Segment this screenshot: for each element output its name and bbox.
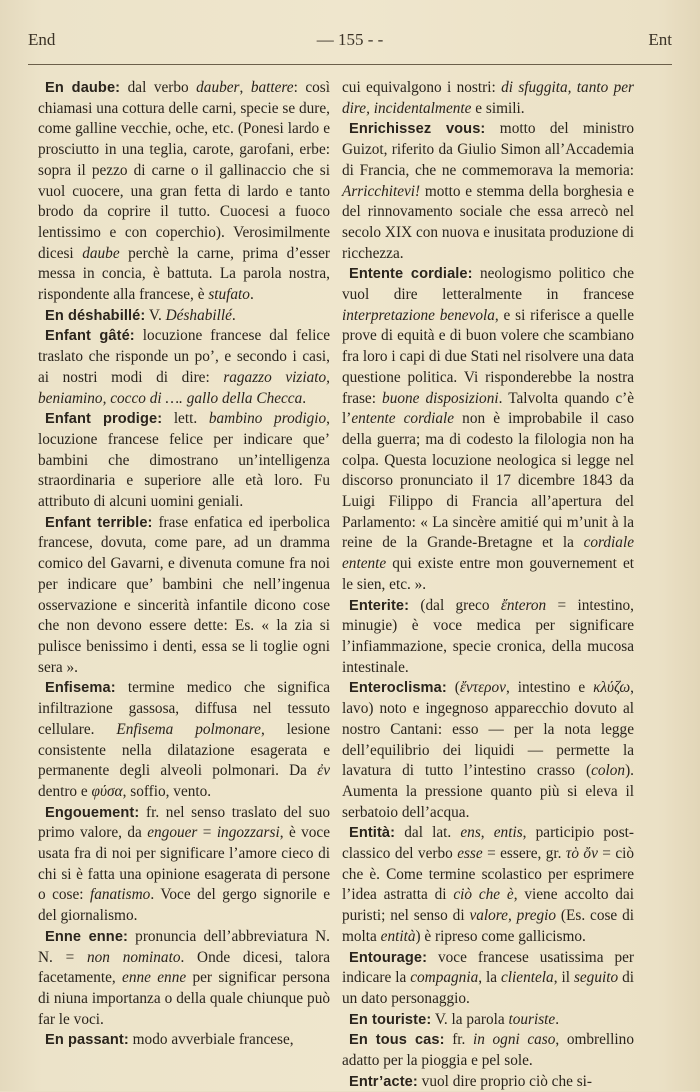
dictionary-entry <box>38 1030 330 1051</box>
entry-italic-text: daube <box>82 244 120 262</box>
entry-text: locuzione francese dal felice traslato che risponde un po’, e secondo i casi, ai nostri modi di dire: <box>38 327 330 386</box>
entry-text: frase enfatica ed iperbolica francese, dovuta, come pare, ad un dramma comico del Gavarni, e divenuta comune fra noi per indicare que’ bambini che nell’ingenua osservazione e sincerità infantile dicono cose che non devono essere dette: Es. « la zia si pulisce benissimo i denti, essa se li toglie ogni sera ». <box>38 513 331 676</box>
entry-headword: Enfant gâté: <box>45 328 135 345</box>
entry-text: . Onde dicesi, talora facetamente, <box>38 948 330 987</box>
entry-text: . Voce del gergo signorile e del giornalismo. <box>38 886 330 925</box>
entry-italic-text: φύσα <box>91 782 123 800</box>
entry-text: ) è ripreso come gallicismo. <box>415 927 586 945</box>
entry-text: e simili. <box>471 99 525 117</box>
entry-headword: Entourage: <box>349 949 428 966</box>
entry-text: , la <box>478 969 502 987</box>
entry-italic-text: in ogni caso <box>473 1031 556 1049</box>
dictionary-entry <box>38 678 330 802</box>
entry-italic-text: ἔντερον <box>459 679 506 697</box>
entry-text: . <box>555 1010 560 1028</box>
entry-italic-text: fanatismo <box>89 886 151 904</box>
entry-italic-text: touriste <box>508 1010 556 1028</box>
entry-italic-text: κλύζω <box>593 679 631 697</box>
right-column <box>342 78 634 1092</box>
entry-headword: Enfant prodige: <box>45 411 163 428</box>
entry-text: dal lat. <box>395 824 461 842</box>
running-header <box>28 30 672 54</box>
dictionary-entry <box>342 1030 634 1071</box>
entry-text: non è improbabile il caso della guerra; ma di codesto la filologia non ha colpa. Questa locuzione neologica si legge nel discorso pronunciato il 17 dicembre 1843 da Luigi Filippo di Francia all’apertura del Parlamento: « La sincère amitié qui m’unit à la reine de la Grande-Bretagne et la <box>342 410 634 552</box>
entry-headword: En daube: <box>45 80 121 96</box>
entry-text: , lesione consistente nella dilatazione esagerata e permanente degli alveoli polmonari. Da <box>38 720 330 780</box>
entry-text: = ciò che è. Come termine scolastico per esprimere l’idea astratta di <box>342 845 635 904</box>
dictionary-entry <box>342 948 634 1010</box>
entry-text: . <box>249 286 254 304</box>
entry-italic-text: entità <box>380 927 416 945</box>
entry-italic-text: cordiale entente <box>342 534 634 573</box>
entry-headword: Entente cordiale: <box>349 266 473 283</box>
entry-headword: En déshabillé: <box>45 307 146 324</box>
left-column <box>38 78 330 1051</box>
entry-text: , <box>239 79 251 96</box>
entry-headword: Enne enne: <box>45 928 128 945</box>
entry-text: perchè la carne, prima d’esser messa in concia, è battuta. La parola nostra, rispondente alla francese, è <box>38 244 330 304</box>
entry-text: (dal greco <box>409 596 501 614</box>
entry-italic-text: ἔnteron <box>500 596 547 614</box>
entry-italic-text: entis <box>493 824 523 842</box>
entry-text: dal verbo <box>120 79 197 96</box>
entry-italic-text: battere <box>250 79 294 96</box>
entry-text: , lavo) noto e ingegnoso apparecchio dovuto al nostro Cantani: esso — per la nota legge dell’equilibrio dei liquidi — permette la lavatura di tutto l’intestino crasso ( <box>342 679 634 780</box>
entry-italic-text: stufato <box>208 286 250 304</box>
dictionary-entry <box>342 678 634 823</box>
entry-text: motto del ministro Guizot, riferito da Giulio Simon all’Accademia di Francia, che ne commemorava la memoria: <box>342 120 634 179</box>
entry-text: qui existe entre mon gouvernement et le sien, etc. ». <box>342 555 634 593</box>
dictionary-entry <box>38 78 330 306</box>
entry-text: motto e stemma della borghesia e del rinnovamento sociale che essa arrecò nel secolo XIX con nuova e inusitata produzione di ricchezza. <box>342 182 634 262</box>
entry-text: , il <box>553 969 574 987</box>
entry-italic-text: di sfuggita, tanto per dire, incidentalmente <box>342 79 634 117</box>
entry-headword: En touriste: <box>349 1011 432 1028</box>
entry-italic-text: valore, pregio <box>469 907 557 925</box>
entry-italic-text: Arricchitevi! <box>342 182 421 200</box>
entry-italic-text: engouer <box>147 824 198 842</box>
entry-text: = <box>197 824 217 842</box>
entry-italic-text: ciò che è <box>453 886 514 904</box>
entry-text: = essere, gr. <box>482 845 566 863</box>
dictionary-entry <box>342 823 634 947</box>
dictionary-entry <box>342 596 634 679</box>
entry-text: . <box>231 306 236 324</box>
entry-text: = intestino, minugie) è voce medica per significare l’infiammazione, specie cronica, della mucosa intestinale. <box>342 596 634 676</box>
entry-headword: Engouement: <box>45 804 140 821</box>
entry-text: V. <box>145 306 166 324</box>
entry-text: , intestino e <box>505 679 594 697</box>
dictionary-entry <box>38 409 330 513</box>
entry-headword: En tous cas: <box>349 1032 445 1049</box>
entry-text: neologismo politico che vuol dire letteralmente in francese <box>342 265 634 304</box>
entry-text: : così chiamasi una cottura delle carni, specie se dure, come galline vecchie, oche, etc. (Ponesi lardo e prosciutto in una teglia, carote, garofani, erbe: sopra il pezzo di carne o il gallinaccio che si vuol cuocere, una gran fetta di lardo e tanto brodo da coprire il tutto. Cuocesi a fuoco lentissimo e con coperchio). Verosimilmente dicesi <box>38 79 330 262</box>
entry-text: fr. nel senso traslato del suo primo valore, da <box>38 803 330 842</box>
entry-headword: Enteroclisma: <box>349 680 447 697</box>
entry-text: dentro e <box>38 782 92 800</box>
dictionary-entry <box>38 513 330 679</box>
entry-text: . <box>302 389 307 407</box>
entry-headword: Entr’acte: <box>349 1073 418 1090</box>
entry-text: voce francese usatissima per indicare la <box>342 948 634 987</box>
entry-italic-text: dauber <box>196 79 240 96</box>
header-left-catchword: End <box>28 30 56 49</box>
entry-text: fr. <box>444 1031 473 1049</box>
entry-text: V. la parola <box>431 1010 509 1028</box>
dictionary-entry <box>342 78 634 119</box>
entry-italic-text: esse <box>457 845 483 863</box>
entry-italic-text: compagnia <box>410 969 479 987</box>
entry-italic-text: Enfisema polmonare <box>116 720 261 738</box>
entry-text: , è voce usata fra di noi per significare l’amore cieco di chi si è fatta una opinione esagerata di persone o cose: <box>38 824 331 904</box>
entry-headword: Entità: <box>349 825 396 842</box>
entry-text: modo avverbiale francese, <box>128 1031 294 1049</box>
dictionary-entry <box>38 306 330 327</box>
entry-italic-text: ingozzarsi <box>216 824 280 842</box>
dictionary-entry <box>38 326 330 409</box>
entry-italic-text: seguito <box>573 969 619 987</box>
entry-italic-text: enne enne <box>122 969 187 987</box>
entry-text: , participio post-classico del verbo <box>342 824 635 863</box>
entry-text: , viene accolto dai puristi; nel senso di <box>342 886 634 925</box>
entry-text: , <box>480 824 494 842</box>
dictionary-entry <box>38 803 330 927</box>
entry-headword: Enterite: <box>349 597 410 614</box>
entry-italic-text: τὸ ὄν <box>565 845 598 863</box>
entry-italic-text: interpretazione benevola <box>342 306 495 324</box>
entry-headword: En passant: <box>45 1032 129 1049</box>
entry-italic-text: Déshabillé <box>165 306 232 324</box>
entry-italic-text: ens <box>460 824 481 842</box>
page-number: — 155 - - <box>316 30 384 49</box>
dictionary-entry <box>342 1010 634 1031</box>
entry-text: ). Aumenta la pressione quanto più si eleva il serbatoio dell’acqua. <box>342 762 634 821</box>
entry-text: . Talvolta quando c’è l’ <box>342 389 634 428</box>
entry-headword: Enfisema: <box>45 680 116 697</box>
entry-headword: Enfant terrible: <box>45 514 153 531</box>
entry-headword: Enrichissez vous: <box>349 121 486 138</box>
entry-text: ( <box>446 679 460 697</box>
dictionary-entry <box>342 1072 634 1092</box>
entry-text: di un dato personaggio. <box>342 969 634 1007</box>
entry-text: vuol dire proprio ciò che si- <box>417 1072 593 1090</box>
dictionary-entry <box>342 119 634 264</box>
entry-text: per significar persona di niuna importanza o della quale chiunque può far le voci. <box>38 969 331 1028</box>
entry-italic-text: bambino prodigio <box>208 410 327 428</box>
entry-text: pronuncia dell’abbreviatura N. N. = <box>38 927 330 966</box>
entry-italic-text: buone disposizioni <box>382 389 499 407</box>
entry-text: lett. <box>162 410 209 428</box>
entry-italic-text: ἐν <box>317 762 330 780</box>
dictionary-entry <box>38 927 330 1031</box>
entry-italic-text: non nominato <box>87 948 181 966</box>
entry-text: termine medico che significa infiltrazione gassosa, diffusa nel tessuto cellulare. <box>38 679 330 738</box>
header-rule <box>28 64 672 65</box>
entry-text: , soffio, vento. <box>122 782 212 800</box>
entry-italic-text: entente cordiale <box>351 410 455 428</box>
entry-text: cui equivalgono i nostri: <box>342 79 502 96</box>
entry-italic-text: clientela <box>501 969 554 987</box>
entry-italic-text: colon <box>591 762 626 780</box>
entry-text: , ombrellino adatto per la pioggia e pel sole. <box>342 1031 634 1070</box>
entry-text: , locuzione francese felice per indicare que’ bambini che dimostrano un’intelligenza straordinaria e superiore alle età loro. Fu attributo di alcuni uomini geniali. <box>38 410 330 511</box>
dictionary-entry <box>342 264 634 595</box>
entry-text: , e si riferisce a quelle prove di equità e di buon volere che scambiano fra loro i capi di due Stati nel risolvere una data questione politica. Vi risponderebbe la nostra frase: <box>342 306 634 407</box>
header-right-catchword: Ent <box>648 30 672 49</box>
entry-text: (Es. cose di molta <box>342 907 634 945</box>
entry-italic-text: ragazzo viziato, beniamino, cocco di …. gallo della Checca <box>38 368 330 407</box>
